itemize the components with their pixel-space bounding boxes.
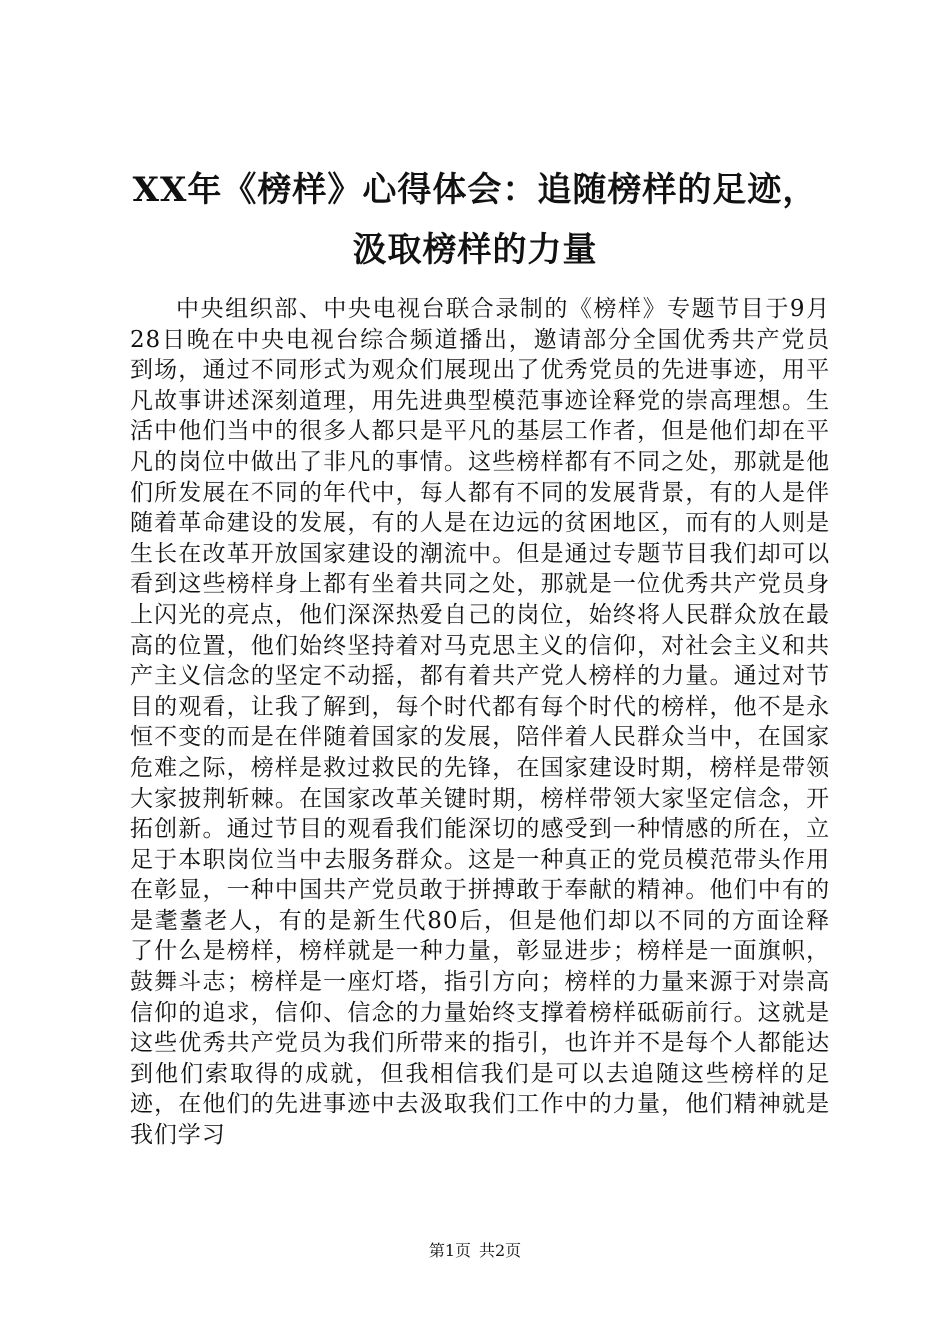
page-number-current: 第1页 (428, 1241, 471, 1260)
body-paragraph: 中央组织部、中央电视台联合录制的《榜样》专题节目于9月28日晚在中央电视台综合频道播出，邀请部分全国优秀共产党员到场，通过不同形式为观众们展现出了优秀党员的先进事迹，用平凡故事讲述深刻道理，用先进典型模范事迹诠释党的崇高理想。生活中他们当中的很多人都只是平凡的基层工作者，但是他们却在平凡的岗位中做出了非凡的事情。这些榜样都有不同之处，那就是他们所发展在不同的年代中，每人都有不同的发展背景，有的人是伴随着革命建设的发展，有的人是在边远的贫困地区，而有的人则是生长在改革开放国家建设的潮流中。但是通过专题节目我们却可以看到这些榜样身上都有坐着共同之处，那就是一位优秀共产党员身上闪光的亮点，他们深深热爱自己的岗位，始终将人民群众放在最高的位置，他们始终坚持着对马克思主义的信仰，对社会主义和共产主义信念的坚定不动摇，都有着共产党人榜样的力量。通过对节目的观看，让我了解到，每个时代都有每个时代的榜样，他不是永恒不变的而是在伴随着国家的发展，陪伴着人民群众当中，在国家危难之际，榜样是救过救民的先锋，在国家建设时期，榜样是带领大家披荆斩棘。在国家改革关键时期，榜样带领大家坚定信念，开拓创新。通过节目的观看我们能深切的感受到一种情感的所在，立足于本职岗位当中去服务群众。这是一种真正的党员模范带头作用在彰显，一种中国共产党员敢于拼搏敢于奉献的精神。他们中有的是耄耋老人，有的是新生代80后，但是他们却以不同的方面诠释了什么是榜样，榜样就是一种力量，彰显进步；榜样是一面旗帜，鼓舞斗志；榜样是一座灯塔，指引方向；榜样的力量来源于对崇高信仰的追求，信仰、信念的力量始终支撑着榜样砥砺前行。这就是这些优秀共产党员为我们所带来的指引，也许并不是每个人都能达到他们索取得的成就，但我相信我们是可以去追随这些榜样的足迹，在他们的先进事迹中去汲取我们工作中的力量，他们精神就是我们学习 (130, 296, 830, 1149)
page-footer (0, 1241, 950, 1261)
document-title (100, 160, 850, 280)
page-number-total: 共2页 (479, 1241, 522, 1260)
title-line-2: 汲取榜样的力量 (352, 230, 598, 270)
title-line-1: XX年《榜样》心得体会：追随榜样的足迹， (132, 170, 818, 210)
